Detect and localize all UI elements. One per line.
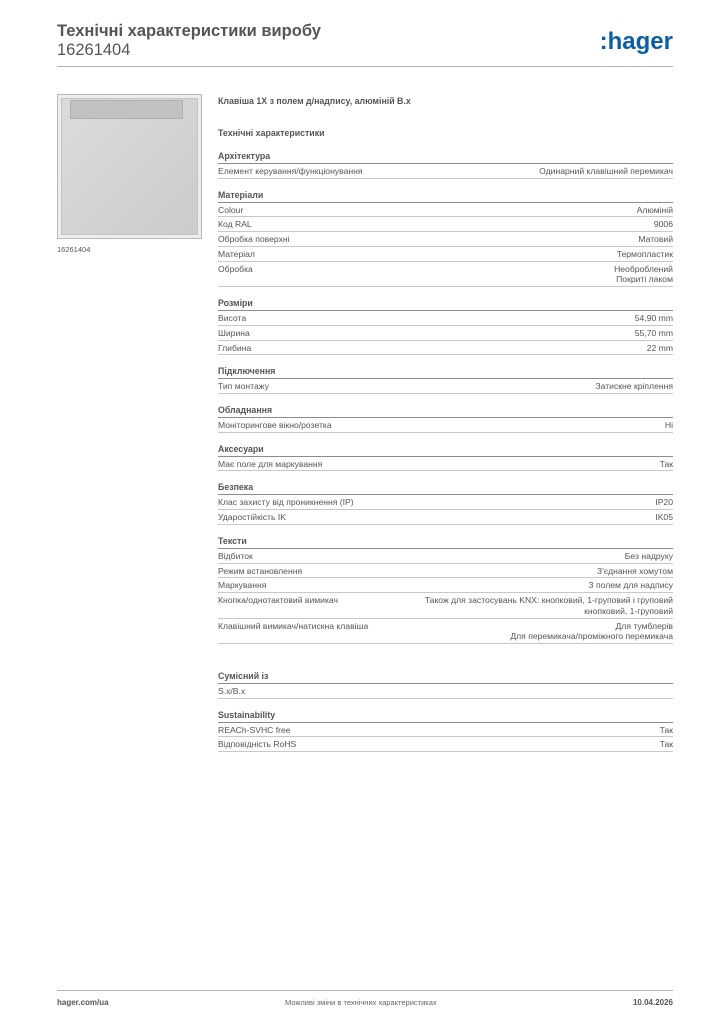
spec-label: Colour bbox=[218, 204, 244, 215]
spec-label: Ударостійкість IK bbox=[218, 512, 286, 523]
spec-label: Кнопка/однотактовий вимикач bbox=[218, 595, 338, 606]
spec-section bbox=[218, 671, 673, 699]
hager-logo-text: :hager bbox=[599, 28, 673, 54]
spec-row bbox=[218, 510, 673, 525]
section-title: Обладнання bbox=[218, 405, 673, 418]
label-field bbox=[70, 100, 183, 119]
spec-value: Також для застосувань KNX: кнопковий, 1-груповий і груповий кнопковий, 1-груповий bbox=[424, 595, 673, 616]
spec-row bbox=[218, 564, 673, 579]
spec-value: Одинарний клавішний перемикач bbox=[539, 165, 673, 176]
section-title: Аксесуари bbox=[218, 444, 673, 457]
spec-value: 55,70 mm bbox=[634, 327, 673, 338]
footer-date: 10.04.2026 bbox=[632, 998, 673, 1007]
spec-row bbox=[218, 217, 673, 232]
spec-row bbox=[218, 379, 673, 394]
spec-section bbox=[218, 405, 673, 433]
spec-value: Алюміній bbox=[636, 204, 673, 215]
spec-section bbox=[218, 536, 673, 644]
spec-row bbox=[218, 578, 673, 593]
spec-label: Відбиток bbox=[218, 550, 253, 561]
spec-section bbox=[218, 151, 673, 179]
document-title: Технічні характеристики виробу bbox=[57, 22, 321, 40]
spec-label: Маркування bbox=[218, 580, 267, 591]
spec-value: З'єднання хомутом bbox=[596, 565, 673, 576]
spec-value: Термопластик bbox=[616, 248, 673, 259]
footer-website: hager.com/ua bbox=[57, 998, 109, 1007]
spec-row bbox=[218, 457, 673, 472]
section-title: Sustainability bbox=[218, 710, 673, 723]
section-spacer bbox=[218, 655, 673, 671]
spec-row bbox=[218, 341, 673, 356]
spec-section bbox=[218, 444, 673, 472]
spec-row bbox=[218, 247, 673, 262]
spec-section bbox=[218, 482, 673, 524]
spec-label: Моніторингове вікно/розетка bbox=[218, 419, 332, 430]
spec-value: IK05 bbox=[655, 512, 673, 523]
spec-label: Клас захисту від проникнення (IP) bbox=[218, 497, 354, 508]
spec-label: S.x/B.x bbox=[218, 686, 246, 696]
spec-section bbox=[218, 710, 673, 752]
spec-value: Ні bbox=[664, 419, 673, 430]
product-name: Клавіша 1Х з полем д/надпису, алюміній В.х bbox=[218, 96, 411, 106]
spec-row bbox=[218, 619, 673, 644]
spec-value: Матовий bbox=[638, 234, 673, 245]
specs-title: Технічні характеристики bbox=[218, 128, 325, 138]
spec-row bbox=[218, 593, 673, 618]
spec-label: Глибина bbox=[218, 342, 252, 353]
spec-section bbox=[218, 190, 673, 287]
spec-value: Затискне кріплення bbox=[595, 381, 673, 392]
spec-row bbox=[218, 495, 673, 510]
spec-value: IP20 bbox=[655, 497, 673, 508]
spec-label: Обробка поверхні bbox=[218, 234, 290, 245]
spec-section bbox=[218, 366, 673, 394]
spec-label: Обробка bbox=[218, 263, 253, 274]
spec-value: 9006 bbox=[653, 219, 673, 230]
spec-value: Так bbox=[659, 739, 673, 750]
spec-label: Ширина bbox=[218, 327, 250, 338]
spec-label: Код RAL bbox=[218, 219, 252, 230]
spec-label: Клавішний вимикач/натискна клавіша bbox=[218, 620, 369, 631]
spec-row bbox=[218, 684, 673, 699]
image-caption: 16261404 bbox=[57, 245, 91, 254]
header-divider bbox=[57, 66, 673, 67]
spec-row bbox=[218, 737, 673, 752]
footer-disclaimer: Можливі зміни в технічних характеристиках bbox=[285, 998, 437, 1007]
spec-row bbox=[218, 723, 673, 738]
spec-label: Матеріал bbox=[218, 248, 255, 259]
product-image bbox=[57, 94, 202, 239]
spec-row bbox=[218, 326, 673, 341]
footer-divider bbox=[57, 990, 673, 991]
spec-row bbox=[218, 164, 673, 179]
document-code: 16261404 bbox=[57, 41, 131, 59]
section-title: Архітектура bbox=[218, 151, 673, 164]
spec-value: Необроблений Покриті лаком bbox=[614, 263, 673, 285]
spec-value: Так bbox=[659, 458, 673, 469]
section-title: Тексти bbox=[218, 536, 673, 549]
section-title: Безпека bbox=[218, 482, 673, 495]
spec-label: Тип монтажу bbox=[218, 381, 269, 392]
spec-row bbox=[218, 418, 673, 433]
section-title: Матеріали bbox=[218, 190, 673, 203]
spec-label: Відповідність RoHS bbox=[218, 739, 297, 750]
spec-value: З полем для надпису bbox=[588, 580, 673, 591]
section-title: Підключення bbox=[218, 366, 673, 379]
spec-label: Має поле для маркування bbox=[218, 458, 323, 469]
spec-label: REACh-SVHC free bbox=[218, 724, 291, 735]
spec-row bbox=[218, 203, 673, 218]
spec-sections bbox=[218, 151, 673, 752]
spec-label: Режим встановлення bbox=[218, 565, 303, 576]
spec-row bbox=[218, 232, 673, 247]
spec-section bbox=[218, 298, 673, 355]
spec-row bbox=[218, 311, 673, 326]
spec-label: Висота bbox=[218, 313, 247, 324]
section-title: Розміри bbox=[218, 298, 673, 311]
spec-value: 22 mm bbox=[646, 342, 673, 353]
spec-label: Елемент керування/функціонування bbox=[218, 165, 363, 176]
spec-value: Без надруку bbox=[624, 550, 673, 561]
spec-value: 54,90 mm bbox=[634, 313, 673, 324]
specs-content bbox=[218, 96, 673, 763]
section-title: Сумісний із bbox=[218, 671, 673, 684]
spec-value: Для тумблерів Для перемикача/проміжного перемикача bbox=[510, 620, 673, 642]
hager-logo bbox=[583, 28, 673, 54]
spec-value: Так bbox=[659, 724, 673, 735]
spec-row bbox=[218, 549, 673, 564]
spec-row bbox=[218, 262, 673, 287]
page-header bbox=[57, 20, 673, 66]
